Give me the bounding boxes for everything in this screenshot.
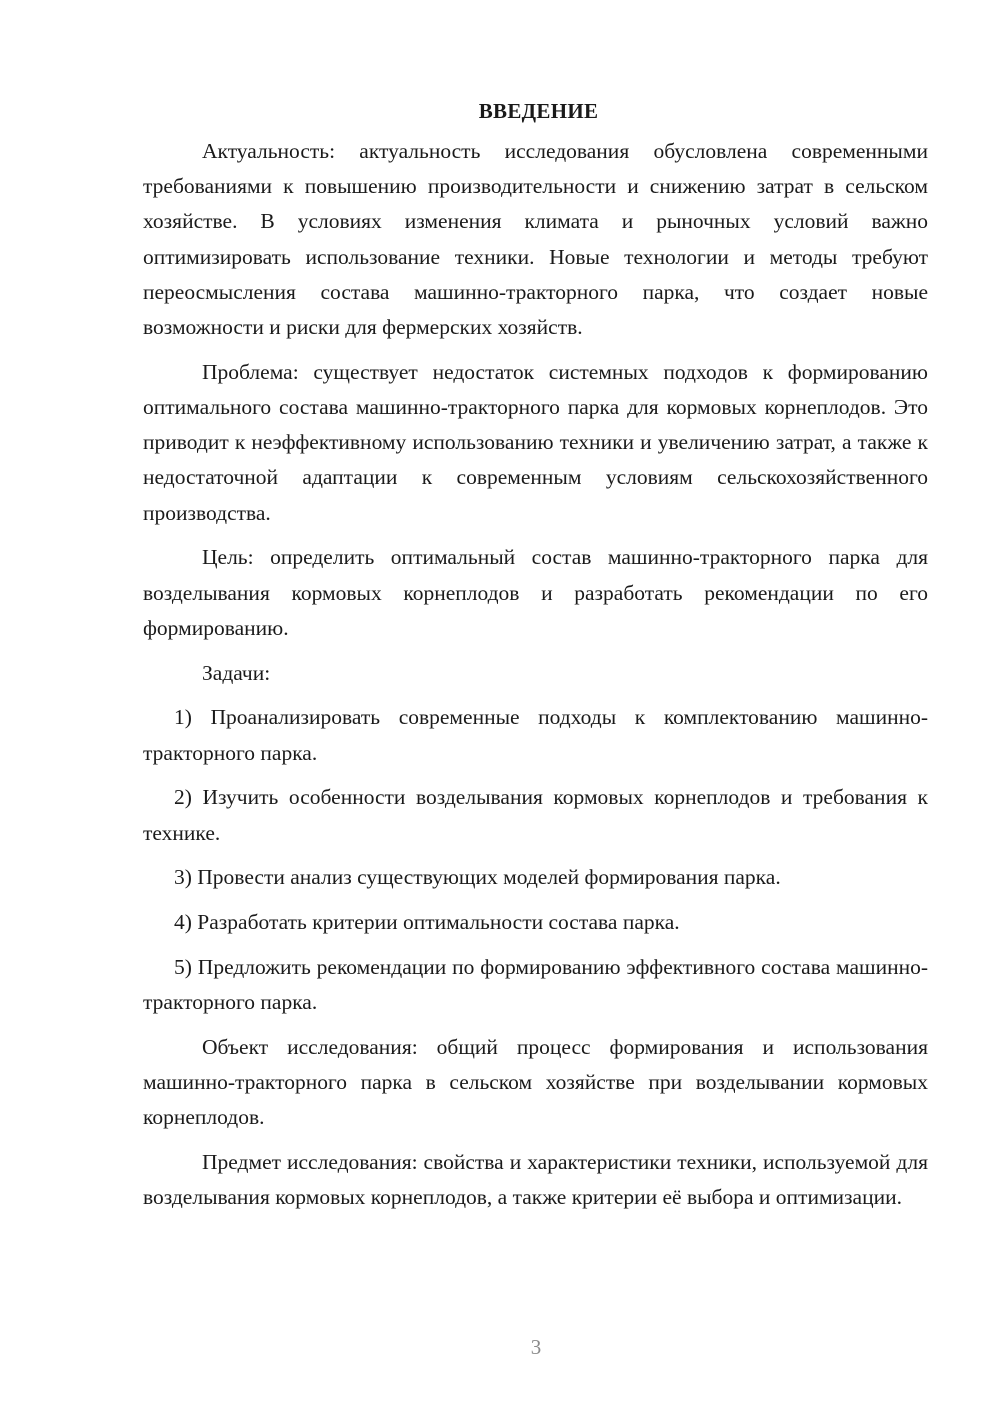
tasks-list [143, 700, 928, 1020]
task-item: 4) Разработать критерии оптимальности состава парка. [174, 910, 680, 935]
paragraph-problem: Проблема: существует недостаток системных подходов к формированию оптимального состава машинно-тракторного парка для кормовых корнеплодов. Это приводит к неэффективному использованию техники и увеличению затрат, а также к недостаточной адаптации к современным условиям сельскохозяйственного производства. [143, 359, 928, 525]
page-content [143, 94, 928, 1216]
paragraph-object: Объект исследования: общий процесс формирования и использования машинно-тракторного парка в сельском хозяйстве при возделывании кормовых корнеплодов. [143, 1035, 928, 1130]
paragraph-subject: Предмет исследования: свойства и характеристики техники, используемой для возделывания кормовых корнеплодов, а также критерии её выбора и оптимизации. [143, 1150, 928, 1210]
task-item: 2) Изучить особенности возделывания кормовых корнеплодов и требования к технике. [143, 785, 928, 845]
section-heading: ВВЕДЕНИЕ [478, 99, 599, 123]
tasks-label: Задачи: [202, 660, 271, 685]
task-item: 1) Проанализировать современные подходы к комплектованию машинно-тракторного парка. [143, 705, 928, 765]
paragraph-goal: Цель: определить оптимальный состав машинно-тракторного парка для возделывания кормовых корнеплодов и разработать рекомендации по его формированию. [143, 545, 928, 640]
task-item: 5) Предложить рекомендации по формированию эффективного состава машинно-тракторного парка. [143, 955, 928, 1015]
paragraph-relevance: Актуальность: актуальность исследования обусловлена современными требованиями к повышению производительности и снижению затрат в сельском хозяйстве. В условиях изменения климата и рыночных условий важно оптимизировать использование техники. Новые технологии и методы требуют переосмысления состава машинно-тракторного парка, что создает новые возможности и риски для фермерских хозяйств. [143, 139, 928, 340]
task-item: 3) Провести анализ существующих моделей формирования парка. [174, 865, 781, 890]
page-number: 3 [530, 1335, 542, 1359]
